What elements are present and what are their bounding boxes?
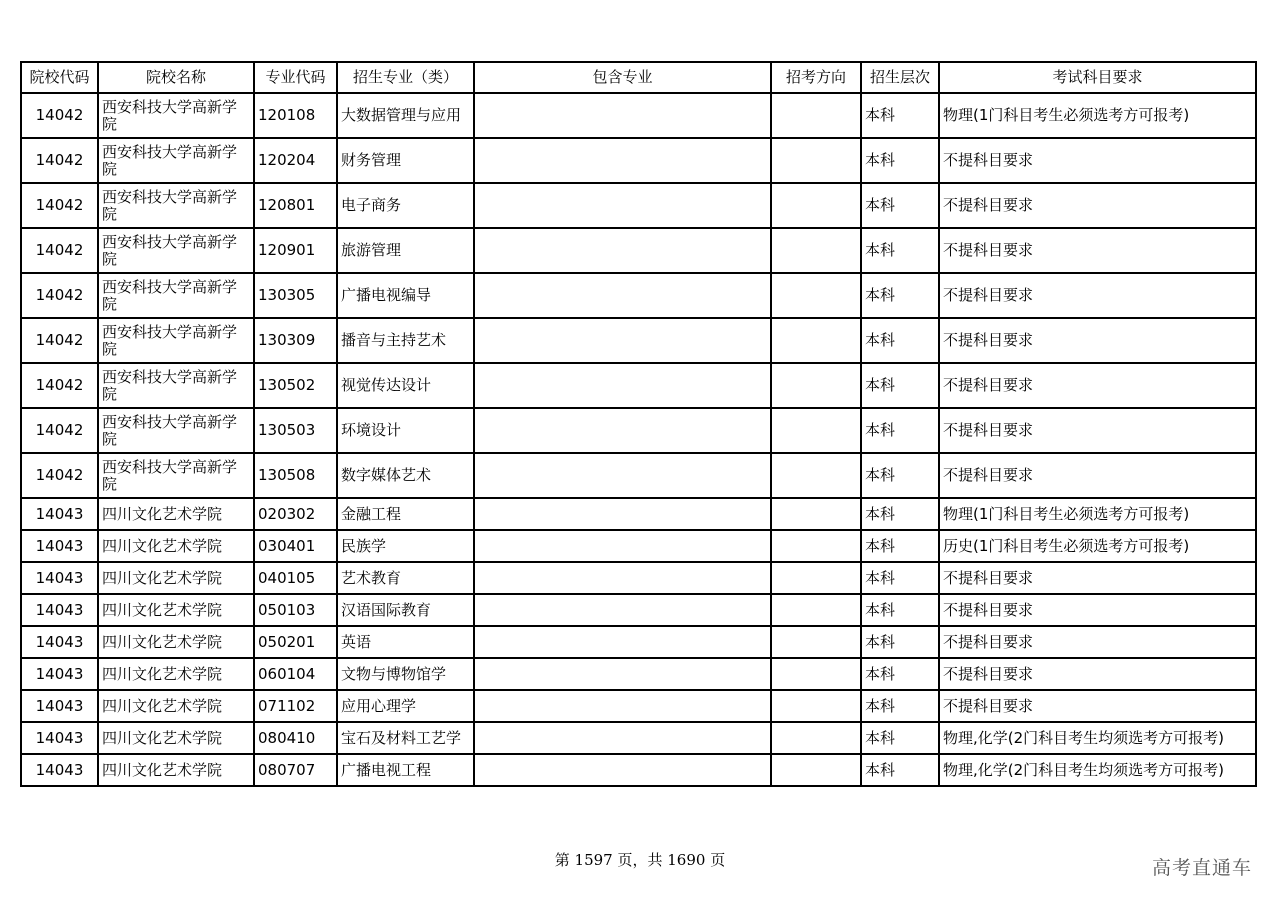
cell-school-name: 四川文化艺术学院 [98, 754, 254, 786]
cell-direction [771, 498, 861, 530]
cell-direction [771, 318, 861, 363]
header-requirement: 考试科目要求 [939, 62, 1256, 93]
table-row [21, 228, 1256, 273]
cell-major-code: 080707 [254, 754, 337, 786]
cell-level: 本科 [861, 658, 939, 690]
header-included-majors: 包含专业 [474, 62, 771, 93]
cell-level: 本科 [861, 594, 939, 626]
cell-school-name: 西安科技大学高新学院 [98, 138, 254, 183]
cell-included-majors [474, 626, 771, 658]
cell-major-code: 020302 [254, 498, 337, 530]
cell-major: 电子商务 [337, 183, 474, 228]
cell-level: 本科 [861, 408, 939, 453]
cell-requirement: 不提科目要求 [939, 690, 1256, 722]
cell-major-code: 060104 [254, 658, 337, 690]
cell-direction [771, 273, 861, 318]
cell-school-name: 四川文化艺术学院 [98, 690, 254, 722]
cell-school-name: 西安科技大学高新学院 [98, 363, 254, 408]
table-row [21, 183, 1256, 228]
cell-requirement: 不提科目要求 [939, 626, 1256, 658]
cell-level: 本科 [861, 453, 939, 498]
table-row [21, 530, 1256, 562]
cell-school-name: 西安科技大学高新学院 [98, 93, 254, 138]
cell-school-name: 四川文化艺术学院 [98, 530, 254, 562]
table-row [21, 722, 1256, 754]
cell-school-code: 14042 [21, 183, 98, 228]
cell-major: 财务管理 [337, 138, 474, 183]
cell-level: 本科 [861, 228, 939, 273]
cell-requirement: 不提科目要求 [939, 273, 1256, 318]
cell-requirement: 不提科目要求 [939, 318, 1256, 363]
cell-school-code: 14043 [21, 626, 98, 658]
cell-major: 视觉传达设计 [337, 363, 474, 408]
cell-major-code: 130305 [254, 273, 337, 318]
cell-requirement: 不提科目要求 [939, 138, 1256, 183]
table-row [21, 363, 1256, 408]
cell-level: 本科 [861, 318, 939, 363]
header-major: 招生专业（类） [337, 62, 474, 93]
cell-included-majors [474, 754, 771, 786]
cell-school-code: 14042 [21, 93, 98, 138]
cell-direction [771, 228, 861, 273]
cell-major: 英语 [337, 626, 474, 658]
cell-school-name: 西安科技大学高新学院 [98, 318, 254, 363]
cell-requirement: 不提科目要求 [939, 658, 1256, 690]
cell-included-majors [474, 138, 771, 183]
table-row [21, 658, 1256, 690]
table-row [21, 93, 1256, 138]
table-row [21, 138, 1256, 183]
cell-direction [771, 93, 861, 138]
cell-major: 文物与博物馆学 [337, 658, 474, 690]
table-row [21, 453, 1256, 498]
header-major-code: 专业代码 [254, 62, 337, 93]
cell-requirement: 物理(1门科目考生必须选考方可报考) [939, 498, 1256, 530]
cell-direction [771, 754, 861, 786]
cell-direction [771, 138, 861, 183]
cell-included-majors [474, 183, 771, 228]
cell-level: 本科 [861, 363, 939, 408]
cell-major-code: 080410 [254, 722, 337, 754]
cell-direction [771, 626, 861, 658]
cell-direction [771, 363, 861, 408]
cell-major-code: 071102 [254, 690, 337, 722]
table-row [21, 408, 1256, 453]
cell-major: 大数据管理与应用 [337, 93, 474, 138]
cell-major-code: 030401 [254, 530, 337, 562]
cell-school-code: 14042 [21, 453, 98, 498]
cell-major: 旅游管理 [337, 228, 474, 273]
table-row [21, 273, 1256, 318]
cell-level: 本科 [861, 530, 939, 562]
cell-requirement: 不提科目要求 [939, 594, 1256, 626]
cell-level: 本科 [861, 273, 939, 318]
admissions-table [20, 61, 1257, 787]
page-number: 第 1597 页，共 1690 页 [554, 851, 726, 869]
table-row [21, 690, 1256, 722]
cell-included-majors [474, 363, 771, 408]
cell-major: 应用心理学 [337, 690, 474, 722]
cell-direction [771, 658, 861, 690]
cell-school-code: 14043 [21, 754, 98, 786]
header-school-name: 院校名称 [98, 62, 254, 93]
cell-school-name: 西安科技大学高新学院 [98, 273, 254, 318]
cell-direction [771, 722, 861, 754]
cell-included-majors [474, 408, 771, 453]
cell-level: 本科 [861, 93, 939, 138]
cell-school-code: 14043 [21, 498, 98, 530]
cell-included-majors [474, 93, 771, 138]
cell-level: 本科 [861, 690, 939, 722]
cell-level: 本科 [861, 562, 939, 594]
cell-major: 艺术教育 [337, 562, 474, 594]
cell-level: 本科 [861, 138, 939, 183]
cell-school-code: 14043 [21, 690, 98, 722]
cell-major-code: 130309 [254, 318, 337, 363]
cell-major: 环境设计 [337, 408, 474, 453]
cell-school-code: 14043 [21, 722, 98, 754]
cell-requirement: 不提科目要求 [939, 453, 1256, 498]
cell-school-name: 四川文化艺术学院 [98, 562, 254, 594]
cell-requirement: 物理(1门科目考生必须选考方可报考) [939, 93, 1256, 138]
cell-major: 汉语国际教育 [337, 594, 474, 626]
cell-included-majors [474, 273, 771, 318]
cell-included-majors [474, 453, 771, 498]
cell-level: 本科 [861, 722, 939, 754]
cell-requirement: 历史(1门科目考生必须选考方可报考) [939, 530, 1256, 562]
cell-direction [771, 183, 861, 228]
cell-major: 广播电视工程 [337, 754, 474, 786]
cell-requirement: 物理,化学(2门科目考生均须选考方可报考) [939, 754, 1256, 786]
cell-requirement: 物理,化学(2门科目考生均须选考方可报考) [939, 722, 1256, 754]
cell-school-code: 14043 [21, 658, 98, 690]
cell-school-name: 四川文化艺术学院 [98, 594, 254, 626]
cell-school-code: 14042 [21, 273, 98, 318]
cell-included-majors [474, 562, 771, 594]
cell-direction [771, 562, 861, 594]
cell-level: 本科 [861, 183, 939, 228]
table-row [21, 562, 1256, 594]
cell-level: 本科 [861, 754, 939, 786]
cell-major-code: 050201 [254, 626, 337, 658]
cell-included-majors [474, 690, 771, 722]
cell-school-code: 14042 [21, 408, 98, 453]
cell-school-code: 14042 [21, 138, 98, 183]
cell-school-code: 14043 [21, 530, 98, 562]
cell-included-majors [474, 498, 771, 530]
cell-direction [771, 594, 861, 626]
cell-school-code: 14042 [21, 318, 98, 363]
cell-major-code: 120901 [254, 228, 337, 273]
cell-major: 播音与主持艺术 [337, 318, 474, 363]
cell-school-name: 西安科技大学高新学院 [98, 453, 254, 498]
cell-school-name: 四川文化艺术学院 [98, 498, 254, 530]
cell-school-name: 西安科技大学高新学院 [98, 228, 254, 273]
cell-direction [771, 690, 861, 722]
cell-major-code: 120801 [254, 183, 337, 228]
cell-requirement: 不提科目要求 [939, 363, 1256, 408]
table-row [21, 594, 1256, 626]
cell-major: 数字媒体艺术 [337, 453, 474, 498]
header-school-code: 院校代码 [21, 62, 98, 93]
cell-school-name: 四川文化艺术学院 [98, 658, 254, 690]
cell-requirement: 不提科目要求 [939, 562, 1256, 594]
cell-school-name: 四川文化艺术学院 [98, 626, 254, 658]
cell-major: 民族学 [337, 530, 474, 562]
header-direction: 招考方向 [771, 62, 861, 93]
cell-direction [771, 453, 861, 498]
cell-major-code: 120108 [254, 93, 337, 138]
cell-major: 宝石及材料工艺学 [337, 722, 474, 754]
table-row [21, 318, 1256, 363]
cell-major-code: 040105 [254, 562, 337, 594]
cell-included-majors [474, 594, 771, 626]
cell-included-majors [474, 658, 771, 690]
table-row [21, 626, 1256, 658]
cell-major-code: 130503 [254, 408, 337, 453]
cell-major-code: 130508 [254, 453, 337, 498]
header-row [21, 62, 1256, 93]
cell-requirement: 不提科目要求 [939, 228, 1256, 273]
cell-school-code: 14042 [21, 228, 98, 273]
table-row [21, 498, 1256, 530]
cell-direction [771, 530, 861, 562]
cell-level: 本科 [861, 626, 939, 658]
cell-included-majors [474, 228, 771, 273]
watermark-text: 高考直通车 [1151, 857, 1252, 879]
cell-major-code: 130502 [254, 363, 337, 408]
cell-school-code: 14043 [21, 562, 98, 594]
cell-major-code: 050103 [254, 594, 337, 626]
table-body [21, 93, 1256, 786]
table-row [21, 754, 1256, 786]
cell-direction [771, 408, 861, 453]
cell-school-code: 14043 [21, 594, 98, 626]
cell-included-majors [474, 722, 771, 754]
cell-school-code: 14042 [21, 363, 98, 408]
cell-requirement: 不提科目要求 [939, 408, 1256, 453]
cell-school-name: 四川文化艺术学院 [98, 722, 254, 754]
cell-requirement: 不提科目要求 [939, 183, 1256, 228]
cell-included-majors [474, 530, 771, 562]
header-level: 招生层次 [861, 62, 939, 93]
cell-level: 本科 [861, 498, 939, 530]
cell-included-majors [474, 318, 771, 363]
cell-school-name: 西安科技大学高新学院 [98, 408, 254, 453]
cell-school-name: 西安科技大学高新学院 [98, 183, 254, 228]
cell-major: 金融工程 [337, 498, 474, 530]
cell-major-code: 120204 [254, 138, 337, 183]
cell-major: 广播电视编导 [337, 273, 474, 318]
